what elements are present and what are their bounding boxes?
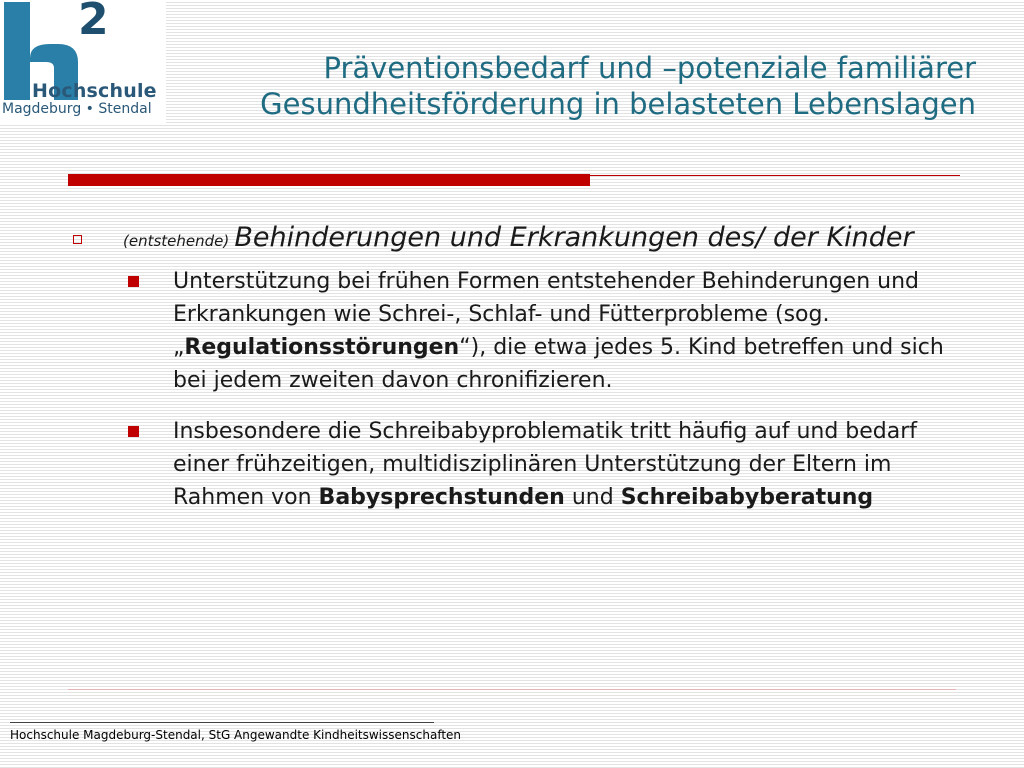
logo-place: Magdeburg • Stendal: [2, 101, 152, 117]
sub-bullet-1-text-start: Unterstützung bei frühen Formen entstehender Behinderungen und Erkrankungen wie Schrei-, Schlaf- und Fütterprobleme (sog. „: [173, 269, 919, 360]
slide-title-line-2: Gesundheitsförderung in belasteten Lebenslagen: [260, 87, 976, 122]
sub-bullet-1-text-end: “), die etwa jedes 5. Kind betreffen und sich bei jedem zweiten davon chronifizieren.: [173, 335, 944, 393]
bullet-heading-text: Behinderungen und Erkrankungen des/ der Kinder: [234, 222, 914, 253]
logo-name: Hochschule: [32, 80, 157, 102]
sub-bullet-2-text-start: Insbesondere die Schreibabyproblematik tritt häufig auf und bedarf einer frühzeitigen, multidisziplinären Unterstützung der Eltern im Rahmen von: [173, 419, 918, 510]
sub-bullet-1-bold-term: Regulationsstörungen: [184, 335, 460, 360]
open-square-bullet-icon: [73, 235, 82, 244]
logo-superscript: 2: [78, 0, 109, 45]
slide-title: [216, 50, 976, 123]
university-logo: [0, 0, 166, 124]
bottom-divider: [68, 689, 956, 690]
sub-bullet-regulation: [68, 265, 968, 397]
sub-bullet-schreibaby: [68, 415, 968, 514]
filled-square-bullet-icon: [128, 276, 139, 287]
filled-square-bullet-icon: [128, 426, 139, 437]
footer-divider: [10, 722, 434, 723]
slide-content: [68, 222, 968, 514]
sub-bullet-2-bold-term-2: Schreibabyberatung: [620, 485, 874, 510]
title-divider-thin: [590, 175, 960, 176]
footer-text: Hochschule Magdeburg-Stendal, StG Angewandte Kindheitswissenschaften: [10, 728, 462, 742]
slide-title-line-1: Präventionsbedarf und –potenziale familiärer: [323, 51, 976, 85]
sub-bullet-2-text-middle: und: [564, 485, 621, 510]
bullet-heading: [68, 222, 968, 253]
title-divider-thick: [68, 174, 590, 186]
sub-bullet-2-bold-term-1: Babysprechstunden: [318, 485, 565, 510]
bullet-heading-prefix: (entstehende): [123, 232, 230, 250]
